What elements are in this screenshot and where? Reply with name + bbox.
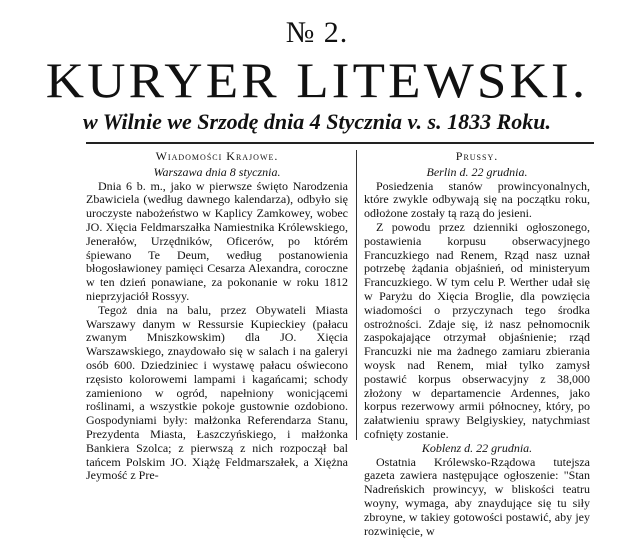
left-column — [86, 150, 348, 483]
section-heading-domestic: Wiadomości Krajowe. — [155, 149, 279, 163]
article-paragraph: Dnia 6 b. m., jako w pierwsze święto Narodzenia Zbawiciela (według dawnego kalendarza), odbyło się uroczyste nabożeństwo w Kaplicy Zamkowey, wobec JO. Xięcia Feldmarszałka Namiestnika Królewskiego, Jenerałów, Urzędników, Oficerów, po którém śpiewano Te Deum, według postanowienia błogosławioney pamięci Cesarza Alexandra, coroczne w ten dzień ponawiane, za pokonanie w roku 1812 nieprzyjaciół Rossyy. — [86, 178, 348, 303]
right-column — [364, 150, 590, 538]
header-rule — [86, 142, 594, 144]
column-divider — [356, 150, 357, 440]
article-paragraph: Ostatnia Królewsko-Rządowa tutejsza gazeta zawiera następujące ogłoszenie: "Stan Nadreńskich prowincyy, w bliskości teatru woyny, wymaga, aby znaydujące się tu siły zbroyne, w takiey gotowości postawić, aby jey rozwinięcie, w — [364, 454, 590, 538]
newspaper-title: KURYER LITEWSKI. — [45, 52, 589, 108]
issue-dateline: w Wilnie we Srzodę dnia 4 Stycznia v. s. 1833 Roku. — [83, 109, 551, 134]
dateline-warsaw: Warszawa dnia 8 stycznia. — [153, 164, 281, 179]
article-paragraph: Tegoż dnia na balu, przez Obywateli Miasta Warszawy danym w Ressursie Kupieckiey (pałacu zwanym Mniszkowskim) dla JO. Xięcia Warszawskiego, znaydowało się w salach i na galeryi osób 600. Dziedziniec i wystawę pałacu oświecono rzęsisto kolorowemi lampami i kagańcami; schody zamieniono w ogród, napełniony wonicjącemi roślinami, a wszystkie pokoje gustownie ozdobiono. Gospodyniami były: małżonka Referendarza Stanu, Prezydenta Miasta, Łaszczyńskiego, i małżonka Bankiera Szolca; z pierwszą z nich rozpoczął bal tańcem Polskim JO. Xiążę Feldmarszałek, a Xiężna Jeymość z Pre- — [86, 302, 348, 483]
dateline-berlin: Berlin d. 22 grudnia. — [426, 164, 528, 179]
issue-number: № 2. — [285, 16, 349, 49]
dateline-koblenz: Koblenz d. 22 grudnia. — [421, 440, 533, 455]
section-heading-prussia: Prussy. — [455, 149, 499, 163]
article-paragraph: Z powodu przez dzienniki ogłoszonego, postawienia korpusu obserwacyjnego Francuzkiego nad Renem, Rząd nasz uznał potrzebę żądania objaśnień, od ministeryum Francuzkiego. W tym celu P. Werther udał się w Paryżu do Xięcia Broglie, dla powzięcia wiadomości o przyczynach tego środka ostrożności. Zdaje się, iż nasz pełnomocnik zaspokajające otrzymał objaśnienie; rząd Francuzki nie ma żadnego zamiaru zbierania woysk nad Renem, miał tylko zamysł postawić korpus obserwacyjny z 38,000 złożony w departamencie Ardennes, jako korpus rezerwowy armii północney, który, po załatwieniu sprawy Belgiyskiey, natychmiast cofnięty zostanie. — [364, 219, 590, 441]
article-paragraph: Posiedzenia stanów prowincyonalnych, które zwykle odbywają się na początku roku, odłożone zostały tą razą do jesieni. — [364, 178, 590, 221]
